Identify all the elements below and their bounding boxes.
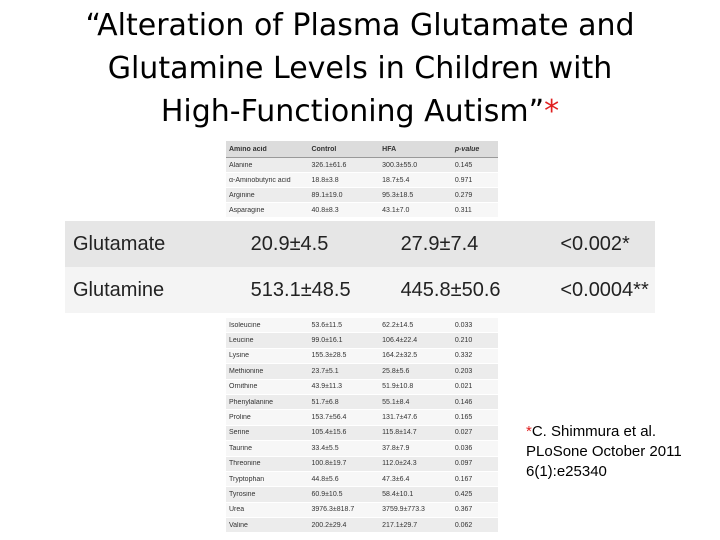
cell-amino-acid: Threonine bbox=[229, 460, 261, 468]
cell-control: 513.1±48.5 bbox=[250, 278, 351, 301]
cell-hfa: 43.1±7.0 bbox=[382, 206, 410, 214]
cell-p-value: 0.332 bbox=[454, 352, 473, 360]
header-p-value: p-value bbox=[454, 145, 480, 153]
header-control: Control bbox=[311, 145, 337, 153]
cell-p-value: 0.971 bbox=[454, 176, 473, 184]
table-row bbox=[226, 203, 498, 218]
cell-control: 100.8±19.7 bbox=[311, 460, 347, 468]
cell-hfa: 115.8±14.7 bbox=[382, 429, 417, 437]
cell-p-value: 0.203 bbox=[454, 367, 473, 375]
cell-p-value: 0.146 bbox=[454, 398, 473, 406]
cell-hfa: 164.2±32.5 bbox=[382, 352, 418, 360]
cell-p-value: 0.425 bbox=[454, 490, 473, 498]
slide-title bbox=[20, 4, 700, 133]
cell-amino-acid: Glutamate bbox=[73, 232, 166, 255]
cell-p-value: 0.021 bbox=[454, 383, 473, 391]
cell-hfa: 3759.9±773.3 bbox=[382, 506, 425, 514]
cell-control: 20.9±4.5 bbox=[250, 232, 329, 255]
cell-control: 326.1±61.6 bbox=[311, 161, 347, 169]
cell-control: 43.9±11.3 bbox=[311, 383, 343, 391]
cell-hfa: 58.4±10.1 bbox=[382, 490, 414, 498]
cell-p-value: 0.167 bbox=[454, 475, 473, 483]
cell-hfa: 18.7±5.4 bbox=[382, 176, 410, 184]
table-row bbox=[226, 426, 498, 441]
cell-hfa: 95.3±18.5 bbox=[382, 191, 414, 199]
cell-amino-acid: Asparagine bbox=[229, 206, 265, 214]
title-line-3-text: High-Functioning Autism” bbox=[160, 94, 545, 129]
highlighted-rows bbox=[65, 221, 655, 313]
cell-control: 153.7±56.4 bbox=[311, 414, 347, 422]
header-hfa: HFA bbox=[382, 145, 397, 153]
table-row bbox=[226, 518, 498, 533]
cell-hfa: 62.2±14.5 bbox=[382, 321, 414, 329]
cell-p-value: <0.002* bbox=[560, 232, 630, 255]
cell-p-value: 0.367 bbox=[454, 506, 473, 514]
cell-control: 200.2±29.4 bbox=[311, 521, 347, 529]
cell-p-value: 0.097 bbox=[454, 460, 473, 468]
cell-p-value: 0.311 bbox=[454, 206, 472, 214]
cell-control: 105.4±15.6 bbox=[311, 429, 347, 437]
cell-p-value: <0.0004** bbox=[560, 278, 649, 301]
cell-amino-acid: Tyrosine bbox=[229, 490, 256, 498]
cell-hfa: 51.9±10.8 bbox=[382, 383, 414, 391]
cell-amino-acid: Alanine bbox=[229, 161, 253, 169]
cell-p-value: 0.027 bbox=[454, 429, 473, 437]
table-row bbox=[226, 158, 498, 173]
table-row bbox=[226, 441, 498, 456]
cell-amino-acid: Tryptophan bbox=[229, 475, 265, 483]
cell-amino-acid: Valine bbox=[229, 521, 248, 529]
cell-control: 155.3±28.5 bbox=[311, 352, 347, 360]
cell-amino-acid: Leucine bbox=[229, 337, 254, 345]
cell-hfa: 106.4±22.4 bbox=[382, 337, 418, 345]
amino-acid-table-bottom bbox=[226, 318, 498, 533]
cell-hfa: 112.0±24.3 bbox=[382, 460, 417, 468]
table-row bbox=[226, 503, 498, 518]
table-row bbox=[226, 364, 498, 379]
table-header-row bbox=[226, 141, 498, 158]
cell-control: 18.8±3.8 bbox=[311, 176, 339, 184]
cell-control: 23.7±5.1 bbox=[311, 367, 339, 375]
cell-hfa: 37.8±7.9 bbox=[382, 444, 410, 452]
cell-control: 33.4±5.5 bbox=[311, 444, 339, 452]
cell-amino-acid: Urea bbox=[229, 506, 245, 514]
table-row bbox=[226, 188, 498, 203]
cell-control: 51.7±6.8 bbox=[311, 398, 339, 406]
table-row bbox=[226, 395, 498, 410]
citation bbox=[526, 422, 706, 482]
table-row bbox=[226, 487, 498, 502]
cell-p-value: 0.145 bbox=[454, 161, 473, 169]
cell-control: 3976.3±818.7 bbox=[311, 506, 355, 514]
cell-p-value: 0.033 bbox=[454, 321, 473, 329]
cell-amino-acid: Glutamine bbox=[73, 278, 165, 301]
title-line-3 bbox=[20, 90, 700, 133]
cell-hfa: 55.1±8.4 bbox=[382, 398, 410, 406]
cell-p-value: 0.036 bbox=[454, 444, 473, 452]
cell-amino-acid: Phenylalanine bbox=[229, 398, 273, 406]
cell-amino-acid: Lysine bbox=[229, 352, 249, 360]
cell-amino-acid: Taurine bbox=[229, 444, 252, 452]
amino-acid-table-top bbox=[226, 141, 498, 218]
cell-hfa: 217.1±29.7 bbox=[382, 521, 418, 529]
table-row bbox=[226, 318, 498, 333]
cell-control: 40.8±8.3 bbox=[311, 206, 339, 214]
table-row bbox=[65, 221, 655, 267]
cell-amino-acid: Proline bbox=[229, 414, 251, 422]
title-line-2: Glutamine Levels in Children with bbox=[107, 51, 613, 86]
title-line-1: “Alteration of Plasma Glutamate and bbox=[85, 8, 635, 43]
cell-hfa: 47.3±6.4 bbox=[382, 475, 410, 483]
table-row bbox=[226, 173, 498, 188]
cell-hfa: 445.8±50.6 bbox=[400, 278, 501, 301]
cell-hfa: 131.7±47.6 bbox=[382, 414, 418, 422]
cell-amino-acid: Ornithine bbox=[229, 383, 258, 391]
cell-p-value: 0.062 bbox=[454, 521, 473, 529]
cell-p-value: 0.165 bbox=[454, 414, 473, 422]
cell-control: 99.0±16.1 bbox=[311, 337, 343, 345]
cell-control: 60.9±10.5 bbox=[311, 490, 343, 498]
cell-amino-acid: α-Aminobutyric acid bbox=[229, 176, 291, 184]
table-row bbox=[226, 333, 498, 348]
cell-amino-acid: Arginine bbox=[229, 191, 255, 199]
table-row bbox=[226, 349, 498, 364]
table-row bbox=[226, 410, 498, 425]
citation-star: * bbox=[526, 423, 532, 440]
header-amino-acid: Amino acid bbox=[229, 145, 267, 153]
cell-control: 44.8±5.6 bbox=[311, 475, 339, 483]
cell-p-value: 0.210 bbox=[454, 337, 473, 345]
cell-hfa: 27.9±7.4 bbox=[400, 232, 479, 255]
table-row bbox=[226, 380, 498, 395]
cell-p-value: 0.279 bbox=[454, 191, 473, 199]
cell-amino-acid: Isoleucine bbox=[229, 321, 261, 329]
cell-amino-acid: Serine bbox=[229, 429, 250, 437]
cell-amino-acid: Methionine bbox=[229, 367, 264, 375]
table-row bbox=[226, 457, 498, 472]
title-star: * bbox=[544, 94, 560, 129]
cell-control: 53.6±11.5 bbox=[311, 321, 343, 329]
table-row bbox=[65, 267, 655, 313]
cell-hfa: 25.8±5.6 bbox=[382, 367, 410, 375]
citation-text: C. Shimmura et al. PLoSone October 2011 6(1):e25340 bbox=[526, 423, 682, 480]
cell-control: 89.1±19.0 bbox=[311, 191, 343, 199]
cell-hfa: 300.3±55.0 bbox=[382, 161, 418, 169]
table-row bbox=[226, 472, 498, 487]
